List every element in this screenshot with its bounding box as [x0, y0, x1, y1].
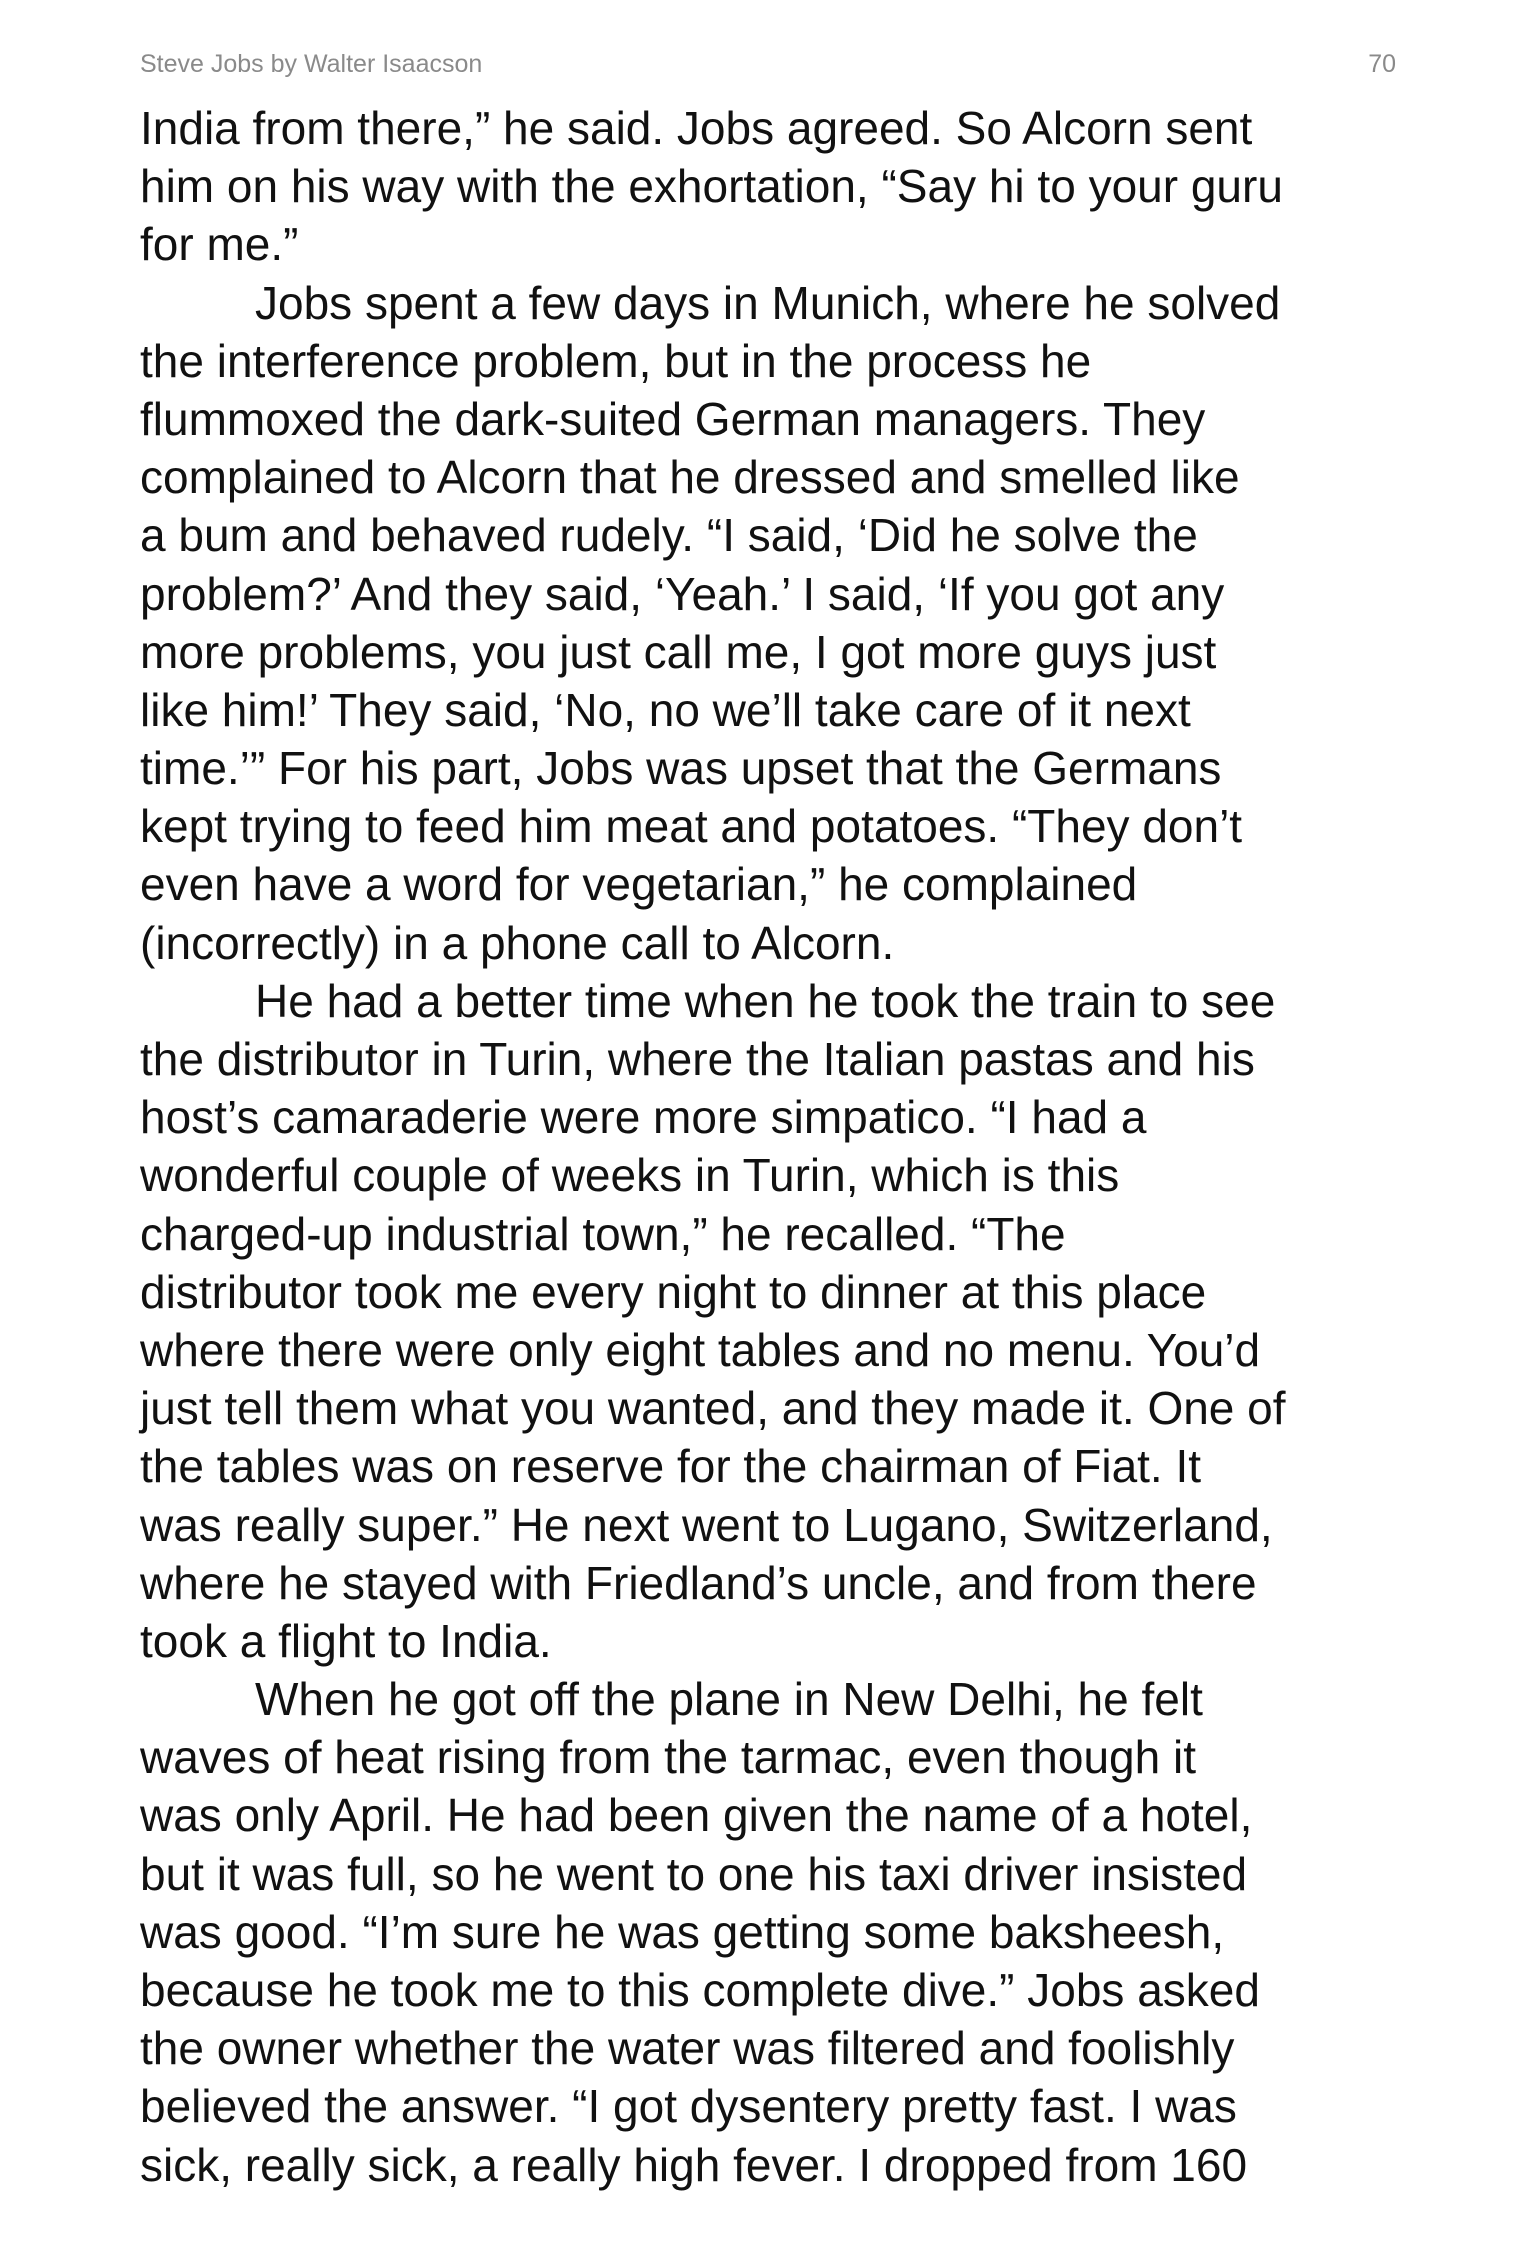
text-line: a bum and behaved rudely. “I said, ‘Did he solve the — [140, 509, 1198, 562]
text-line: charged-up industrial town,” he recalled. “The — [140, 1207, 1066, 1260]
text-line: sick, really sick, a really high fever. I dropped from 160 — [140, 2138, 1248, 2191]
text-line: distributor took me every night to dinner at this place — [140, 1265, 1207, 1318]
text-line: the owner whether the water was filtered and foolishly — [140, 2022, 1235, 2075]
paragraph-start-line: When he got off the plane in New Delhi, he felt — [255, 1673, 1203, 1726]
text-line: him on his way with the exhortation, “Say hi to your guru — [140, 160, 1283, 213]
text-line: kept trying to feed him meat and potatoes. “They don’t — [140, 800, 1243, 853]
text-line: for me.” — [140, 218, 299, 271]
text-line: even have a word for vegetarian,” he complained — [140, 858, 1138, 911]
text-line: like him!’ They said, ‘No, no we’ll take care of it next — [140, 683, 1191, 736]
text-line: where he stayed with Friedland’s uncle, and from there — [140, 1556, 1257, 1609]
text-line: the tables was on reserve for the chairman of Fiat. It — [140, 1440, 1202, 1493]
text-line: was good. “I’m sure he was getting some baksheesh, — [140, 1905, 1225, 1958]
text-line: the interference problem, but in the process he — [140, 334, 1092, 387]
text-line: problem?’ And they said, ‘Yeah.’ I said, ‘If you got any — [140, 567, 1225, 620]
book-title: Steve Jobs by Walter Isaacson — [140, 50, 483, 78]
text-line: more problems, you just call me, I got more guys just — [140, 625, 1217, 678]
text-line: waves of heat rising from the tarmac, even though it — [140, 1731, 1196, 1784]
paragraph-start-line: Jobs spent a few days in Munich, where he solved — [255, 276, 1281, 329]
text-line: flummoxed the dark-suited German managers. They — [140, 392, 1206, 445]
text-line: (incorrectly) in a phone call to Alcorn. — [140, 916, 895, 969]
text-line: wonderful couple of weeks in Turin, which is this — [140, 1149, 1120, 1202]
text-line: host’s camaraderie were more simpatico. “I had a — [140, 1091, 1147, 1144]
text-line: but it was full, so he went to one his taxi driver insisted — [140, 1847, 1248, 1900]
text-line: was really super.” He next went to Lugano, Switzerland, — [140, 1498, 1273, 1551]
running-header — [140, 50, 1396, 82]
text-line: the distributor in Turin, where the Italian pastas and his — [140, 1033, 1255, 1085]
text-line: took a flight to India. — [140, 1614, 552, 1667]
text-line: believed the answer. “I got dysentery pretty fast. I was — [140, 2080, 1237, 2133]
text-line: where there were only eight tables and no menu. You’d — [140, 1323, 1261, 1376]
text-line: India from there,” he said. Jobs agreed. So Alcorn sent — [140, 102, 1253, 154]
text-line: time.’” For his part, Jobs was upset that the Germans — [140, 742, 1222, 795]
text-line: just tell them what you wanted, and they made it. One of — [140, 1382, 1286, 1435]
text-line: was only April. He had been given the name of a hotel, — [140, 1789, 1253, 1842]
text-line: complained to Alcorn that he dressed and smelled like — [140, 451, 1240, 504]
body-text — [140, 99, 1396, 2194]
paragraph-start-line: He had a better time when he took the train to see — [255, 974, 1276, 1027]
page-number: 70 — [1368, 50, 1396, 78]
text-line: because he took me to this complete dive.” Jobs asked — [140, 1964, 1260, 2016]
